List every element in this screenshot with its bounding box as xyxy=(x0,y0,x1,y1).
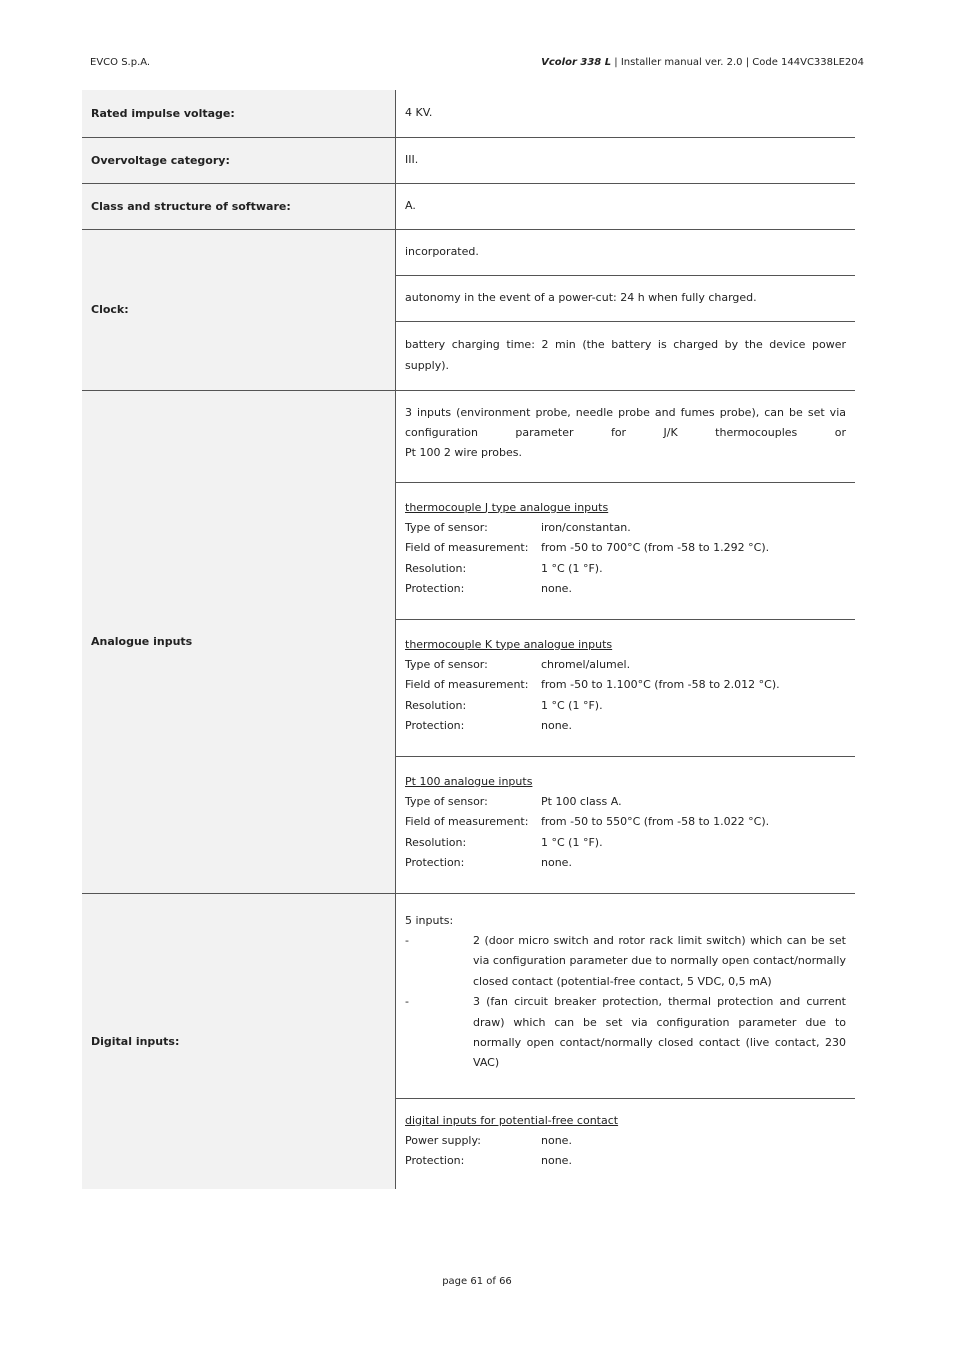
row-value: A. xyxy=(396,183,856,229)
page-number: page 61 of 66 xyxy=(442,1276,512,1287)
section-title: thermocouple K type analogue inputs xyxy=(405,637,613,651)
table-row xyxy=(82,137,855,183)
table-row xyxy=(82,229,855,275)
header-manual: | Installer manual ver. 2.0 | Code 144VC338LE204 xyxy=(611,57,864,68)
table-row xyxy=(82,390,855,482)
j-type-block: thermocouple J type analogue inputs Type of sensor: iron/constantan. Field of measurement: from -50 to 700°C (from -58 to 1.292 °C). Resolution: 1 °C (1 °F). Protection: none. xyxy=(396,482,856,619)
row-label: Class and structure of software: xyxy=(82,183,396,229)
digital-inputs-block: 5 inputs: - 2 (door micro switch and rotor rack limit switch) which can be set via configuration parameter due to normally open contact/normally closed contact (potential-free contact, 5 VDC, 0,5 mA) - 3 (fan circuit breaker protection, thermal protection and current draw) which can be set via configuration parameter due to normally open contact/normally closed contact (live contact, 230 VAC) xyxy=(396,893,856,1098)
potential-free-block: digital inputs for potential-free contact Power supply: none. Protection: none. xyxy=(396,1098,856,1189)
row-label: Rated impulse voltage: xyxy=(82,90,396,137)
section-title: Pt 100 analogue inputs xyxy=(405,774,533,788)
header-company: EVCO S.p.A. xyxy=(90,57,151,68)
row-value: incorporated. xyxy=(396,229,856,275)
row-value: III. xyxy=(396,137,856,183)
spec-table xyxy=(82,90,855,1189)
row-label: Digital inputs: xyxy=(82,893,396,1189)
row-value: battery charging time: 2 min (the battery is charged by the device power supply). xyxy=(396,321,856,390)
analogue-intro: 3 inputs (environment probe, needle probe and fumes probe), can be set via configuration parameter for J/K thermocouples or Pt 100 2 wire probes. xyxy=(396,390,856,482)
table-row xyxy=(82,893,855,1098)
row-label: Analogue inputs xyxy=(82,390,396,893)
pt100-block: Pt 100 analogue inputs Type of sensor: Pt 100 class A. Field of measurement: from -50 to 550°C (from -58 to 1.022 °C). Resolution: 1 °C (1 °F). Protection: none. xyxy=(396,756,856,893)
header-document-info xyxy=(541,57,864,68)
k-type-block: thermocouple K type analogue inputs Type of sensor: chromel/alumel. Field of measurement: from -50 to 1.100°C (from -58 to 2.012 °C). Resolution: 1 °C (1 °F). Protection: none. xyxy=(396,619,856,756)
row-label: Clock: xyxy=(82,229,396,390)
row-value: autonomy in the event of a power-cut: 24 h when fully charged. xyxy=(396,275,856,321)
list-item: - 3 (fan circuit breaker protection, thermal protection and current draw) which can be set via configuration parameter due to normally open contact/normally closed contact (live contact, 230 VAC) xyxy=(405,995,846,1070)
section-title: thermocouple J type analogue inputs xyxy=(405,500,609,514)
section-title: digital inputs for potential-free contact xyxy=(405,1113,619,1127)
row-label: Overvoltage category: xyxy=(82,137,396,183)
list-item: - 2 (door micro switch and rotor rack limit switch) which can be set via configuration parameter due to normally open contact/normally closed contact (potential-free contact, 5 VDC, 0,5 mA) xyxy=(405,933,846,988)
header-product: Vcolor 338 L xyxy=(541,57,612,68)
table-row xyxy=(82,183,855,229)
row-value: 4 KV. xyxy=(396,90,856,137)
table-row xyxy=(82,90,855,137)
